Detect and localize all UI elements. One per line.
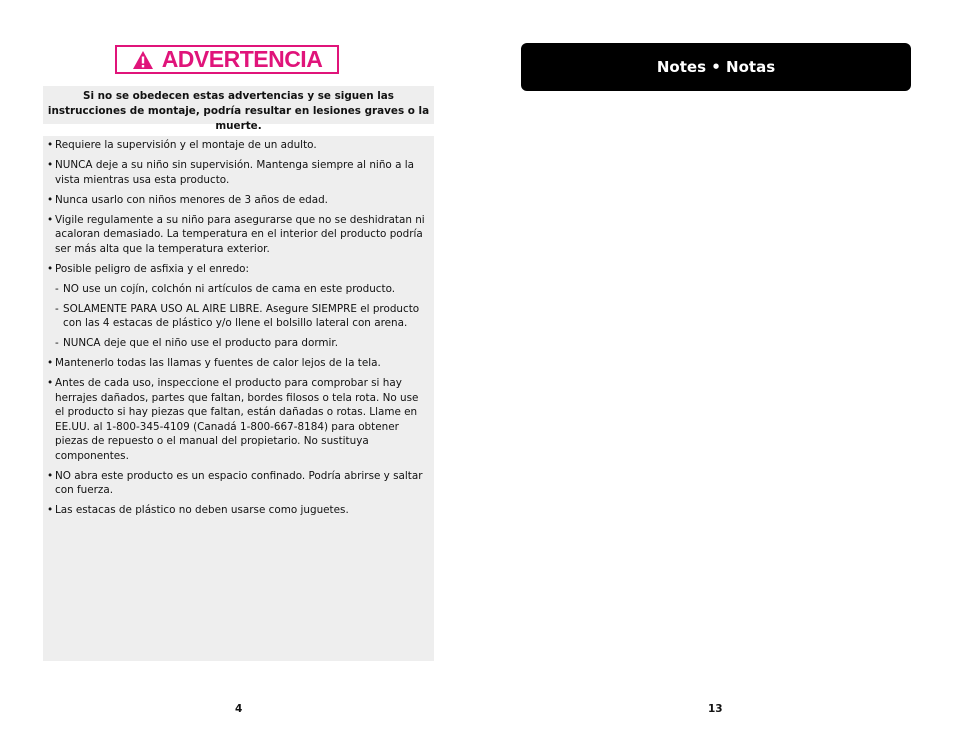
page-number-right: 13 [708, 703, 723, 715]
warning-subitem-text: NUNCA deje que el niño use el producto para dormir. [63, 337, 339, 349]
warning-subitem: - NO use un cojín, colchón ni artículos de cama en este producto. [47, 282, 430, 297]
warning-triangle-icon [132, 50, 154, 70]
warning-list [43, 136, 434, 661]
warning-banner [115, 45, 339, 74]
warning-item: • Nunca usarlo con niños menores de 3 años de edad. [47, 193, 430, 208]
notes-header [521, 43, 911, 91]
warning-item: • Requiere la supervisión y el montaje de un adulto. [47, 138, 430, 153]
warning-item: • Las estacas de plástico no deben usarse como juguetes. [47, 503, 430, 518]
warning-subitem: - SOLAMENTE PARA USO AL AIRE LIBRE. Asegure SIEMPRE el producto con las 4 estacas de plástico y/o llene el bolsillo lateral con arena. [47, 302, 430, 331]
warning-item: • Vigile regulamente a su niño para asegurarse que no se deshidratan ni acaloran demasiado. La temperatura en el interior del producto podría ser más alta que la temperatura exterior. [47, 213, 430, 257]
warning-item: • NUNCA deje a su niño sin supervisión. Mantenga siempre al niño a la vista mientras usa esta producto. [47, 158, 430, 187]
warning-item: • NO abra este producto es un espacio confinado. Podría abrirse y saltar con fuerza. [47, 469, 430, 498]
warning-item: • Posible peligro de asfixia y el enredo: [47, 262, 430, 277]
warning-item: • Mantenerlo todas las llamas y fuentes de calor lejos de la tela. [47, 356, 430, 371]
notes-title: Notes • Notas [656, 58, 776, 76]
warning-intro: Si no se obedecen estas advertencias y se siguen las instrucciones de montaje, podría resultar en lesiones graves o la muerte. [43, 86, 434, 124]
warning-subitem-text: SOLAMENTE PARA USO AL AIRE LIBRE. Asegure SIEMPRE el producto con las 4 estacas de plástico y/o llene el bolsillo lateral con arena. [63, 302, 420, 329]
warning-item: • Antes de cada uso, inspeccione el producto para comprobar si hay herrajes dañados, partes que faltan, bordes filosos o tela rota. No use el producto si hay piezas que faltan, están dañadas o rotas. Llame en EE.UU. al 1-800-345-4109 (Canadá 1-800-667-8184) para obtener piezas de repuesto o el manual del propietario. No sustituya componentes. [47, 376, 430, 463]
page-number-left: 4 [235, 703, 243, 715]
warning-subitem: - NUNCA deje que el niño use el producto para dormir. [47, 336, 430, 351]
warning-title: ADVERTENCIA [161, 46, 323, 72]
warning-subitem-text: NO use un cojín, colchón ni artículos de cama en este producto. [63, 282, 396, 295]
